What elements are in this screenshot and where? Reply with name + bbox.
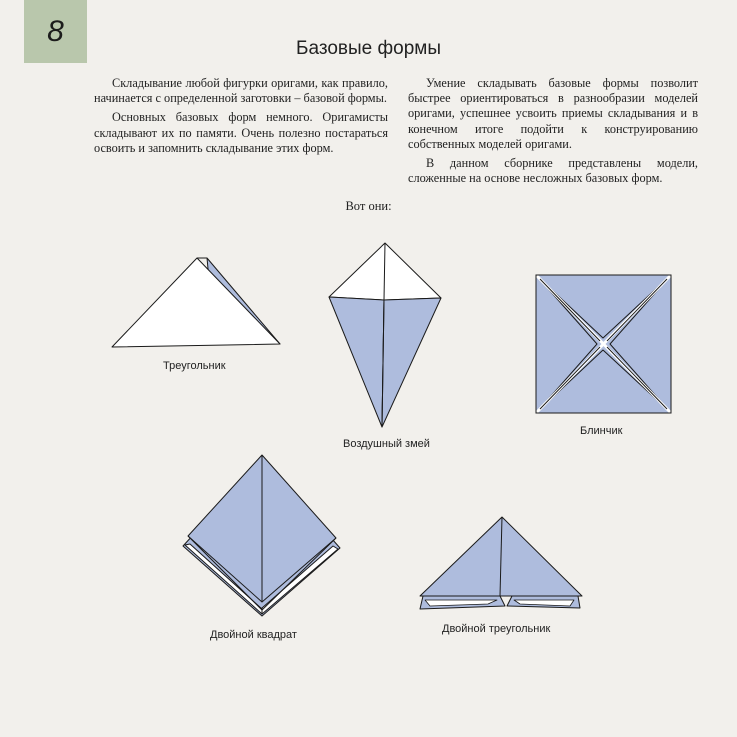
double-triangle-base-diagram: [420, 517, 582, 609]
intro-text: Вот они:: [345, 199, 392, 213]
blintz-base-diagram: [536, 275, 671, 413]
paragraph: Основных базовых форм немного. Оригамисты складывают их по памяти. Очень полезно постараться освоить и запомнить складывание этих форм.: [94, 110, 388, 155]
paragraph: Умение складывать базовые формы позволит быстрее ориентироваться в разнообразии моделей оригами, успешнее усвоить приемы складывания и в конечном итоге подойти к конструированию собственных моделей оригами.: [408, 76, 698, 151]
label-kite: Воздушный змей: [343, 438, 430, 450]
label-triangle: Треугольник: [163, 360, 226, 372]
page-title: Базовые формы: [296, 38, 441, 59]
triangle-base-diagram: [112, 258, 280, 347]
paragraph: Складывание любой фигурки оригами, как правило, начинается с определенной заготовки – базовой формы.: [94, 76, 388, 106]
kite-base-diagram: [329, 243, 441, 427]
paragraph: В данном сборнике представлены модели, сложенные на основе несложных базовых форм.: [408, 156, 698, 186]
label-double-square: Двойной квадрат: [210, 629, 297, 641]
label-double-triangle: Двойной треугольник: [442, 623, 551, 635]
page-number: 8: [47, 14, 64, 48]
double-square-base-diagram: [183, 455, 340, 616]
label-blintz: Блинчик: [580, 425, 623, 437]
